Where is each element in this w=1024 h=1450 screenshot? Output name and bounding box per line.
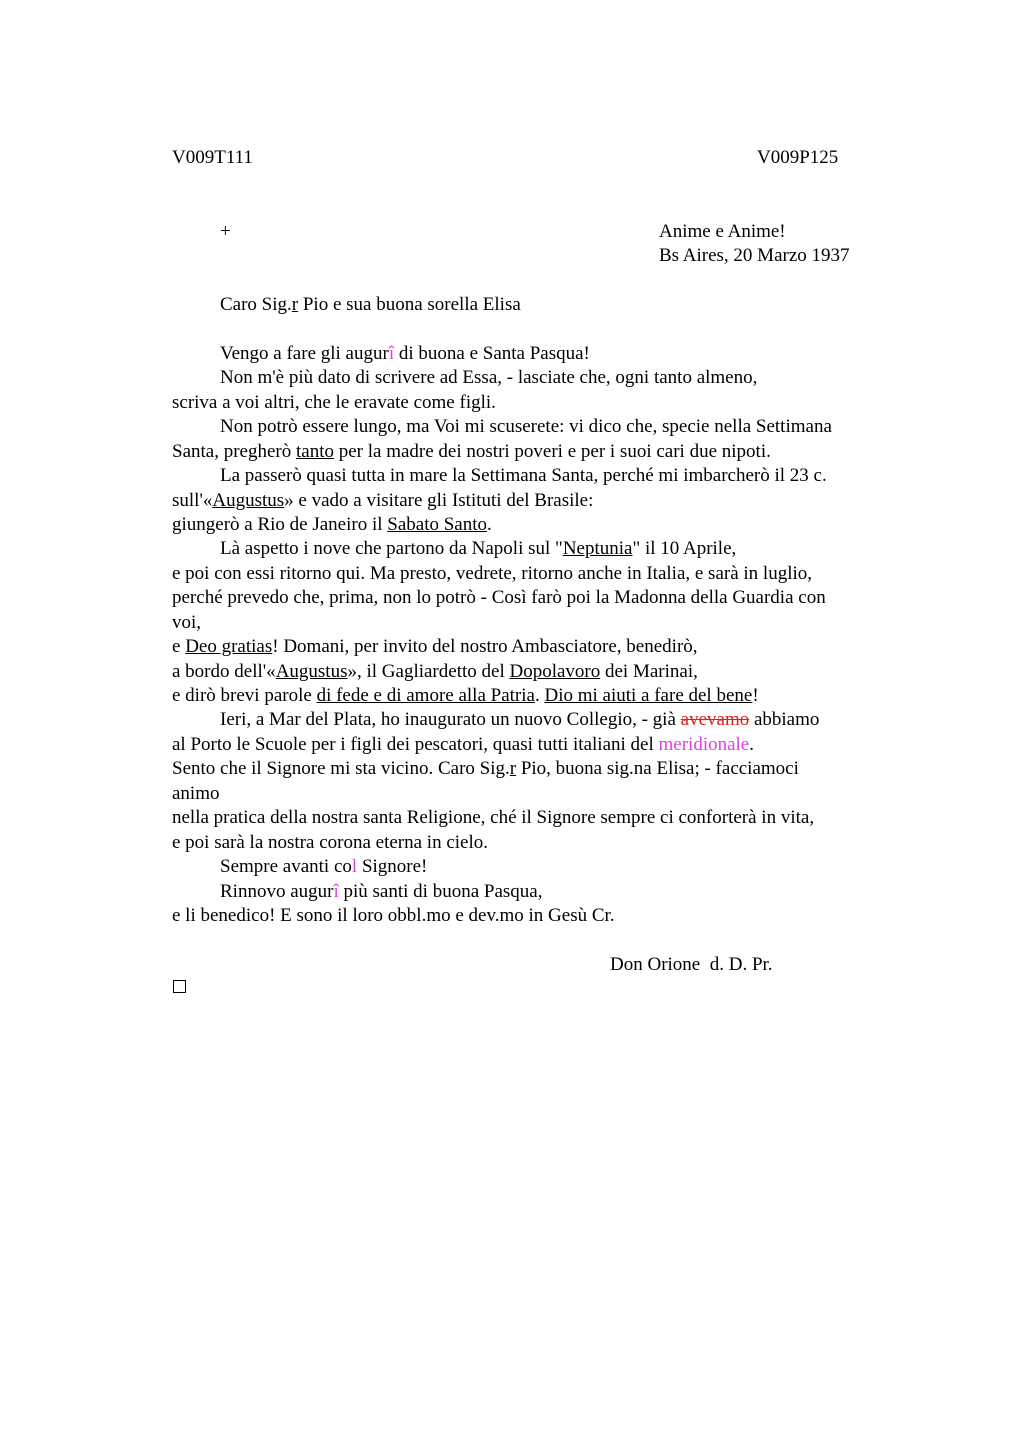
- text-span: per la madre dei nostri poveri e per i suoi cari due nipoti.: [333, 441, 771, 462]
- underlined-text: Neptunia: [562, 538, 633, 559]
- body-line: [172, 635, 698, 659]
- text-span: Là aspetto i nove che partono da Napoli sul ": [220, 538, 563, 559]
- text-span: ! Domani, per invito del nostro Ambasciatore, benedirò,: [272, 636, 698, 657]
- text-span: .: [534, 685, 545, 706]
- salutation: [220, 293, 521, 317]
- end-marker-box: [173, 980, 186, 993]
- text-span: Sento che il Signore mi sta vicino. Caro Sig.: [172, 758, 510, 779]
- text-span: » e vado a visitare gli Istituti del Brasile:: [284, 490, 594, 511]
- text-span: », il Gagliardetto del: [347, 661, 510, 682]
- text-span: più santi di buona Pasqua,: [338, 881, 543, 902]
- body-line: [220, 537, 736, 561]
- text-span: a bordo dell'«: [172, 661, 276, 682]
- body-line: [220, 708, 819, 732]
- text-span: Signore!: [357, 856, 428, 877]
- body-line: e li benedico! E sono il loro obbl.mo e dev.mo in Gesù Cr.: [172, 905, 615, 926]
- text-span: di buona e Santa Pasqua!: [394, 343, 590, 364]
- underlined-text: Augustus: [212, 490, 285, 511]
- text-span: Vengo a fare gli augur: [220, 343, 389, 364]
- body-line: [172, 513, 492, 537]
- body-line: La passerò quasi tutta in mare la Settimana Santa, perché mi imbarcherò il 23 c.: [220, 465, 827, 486]
- text-span: abbiamo: [749, 709, 820, 730]
- body-line: Non potrò essere lungo, ma Voi mi scuserete: vi dico che, specie nella Settimana: [220, 416, 832, 437]
- text-span: .: [749, 734, 754, 755]
- body-line: Non m'è più dato di scrivere ad Essa, - lasciate che, ogni tanto almeno,: [220, 367, 758, 388]
- text-span: " il 10 Aprile,: [632, 538, 737, 559]
- body-line: animo: [172, 783, 220, 804]
- body-line: nella pratica della nostra santa Religione, ché il Signore sempre ci conforterà in vita,: [172, 807, 815, 828]
- cross-mark: +: [220, 221, 231, 242]
- underlined-text: Dio mi aiuti a fare del bene: [544, 685, 753, 706]
- body-line: [220, 342, 590, 366]
- inserted-text: î: [333, 881, 339, 902]
- underlined-text: Sabato Santo: [387, 514, 488, 535]
- text-span: sull'«: [172, 490, 213, 511]
- deleted-text: avevamo: [680, 709, 750, 730]
- body-line: e poi con essi ritorno qui. Ma presto, vedrete, ritorno anche in Italia, e sarà in luglio,: [172, 563, 813, 584]
- inserted-text: î: [388, 343, 395, 364]
- signature: Don Orione d. D. Pr.: [610, 954, 773, 975]
- left-code: V009T111: [172, 147, 253, 168]
- text-span: !: [752, 685, 759, 706]
- right-code: V009P125: [757, 147, 839, 168]
- body-line: scriva a voi altri, che le eravate come figli.: [172, 392, 496, 413]
- underlined-text: di fede e di amore alla Patria: [316, 685, 535, 706]
- text-span: giungerò a Rio de Janeiro il: [172, 514, 388, 535]
- body-line: [172, 440, 771, 464]
- body-line: [220, 855, 427, 879]
- body-line: [172, 757, 799, 781]
- body-line: [172, 660, 698, 684]
- salutation-post: Pio e sua buona sorella Elisa: [298, 294, 521, 315]
- salutation-r: r: [291, 294, 299, 315]
- place-date: Bs Aires, 20 Marzo 1937: [659, 245, 850, 266]
- body-line: [220, 880, 542, 904]
- underlined-text: Augustus: [275, 661, 348, 682]
- text-span: dei Marinai,: [600, 661, 698, 682]
- text-span: Sempre avanti co: [220, 856, 352, 877]
- text-span: Ieri, a Mar del Plata, ho inaugurato un nuovo Collegio, - già: [220, 709, 681, 730]
- text-span: Pio, buona sig.na Elisa; - facciamoci: [516, 758, 799, 779]
- text-span: Santa, pregherò: [172, 441, 296, 462]
- body-line: [172, 489, 593, 513]
- inserted-text: l: [351, 856, 358, 877]
- body-line: voi,: [172, 612, 202, 633]
- body-line: [172, 733, 754, 757]
- inserted-text: meridionale: [658, 734, 750, 755]
- underlined-text: Deo gratias: [185, 636, 273, 657]
- text-span: al Porto le Scuole per i figli dei pescatori, quasi tutti italiani del: [172, 734, 659, 755]
- body-line: [172, 684, 759, 708]
- body-line: perché prevedo che, prima, non lo potrò - Così farò poi la Madonna della Guardia con: [172, 587, 826, 608]
- salutation-pre: Caro Sig.: [220, 294, 292, 315]
- underlined-text: r: [509, 758, 517, 779]
- underlined-text: tanto: [295, 441, 334, 462]
- text-span: .: [487, 514, 492, 535]
- text-span: e dirò brevi parole: [172, 685, 317, 706]
- motto: Anime e Anime!: [659, 221, 786, 242]
- text-span: Rinnovo augur: [220, 881, 334, 902]
- text-span: e: [172, 636, 186, 657]
- underlined-text: Dopolavoro: [509, 661, 601, 682]
- body-line: e poi sarà la nostra corona eterna in cielo.: [172, 832, 488, 853]
